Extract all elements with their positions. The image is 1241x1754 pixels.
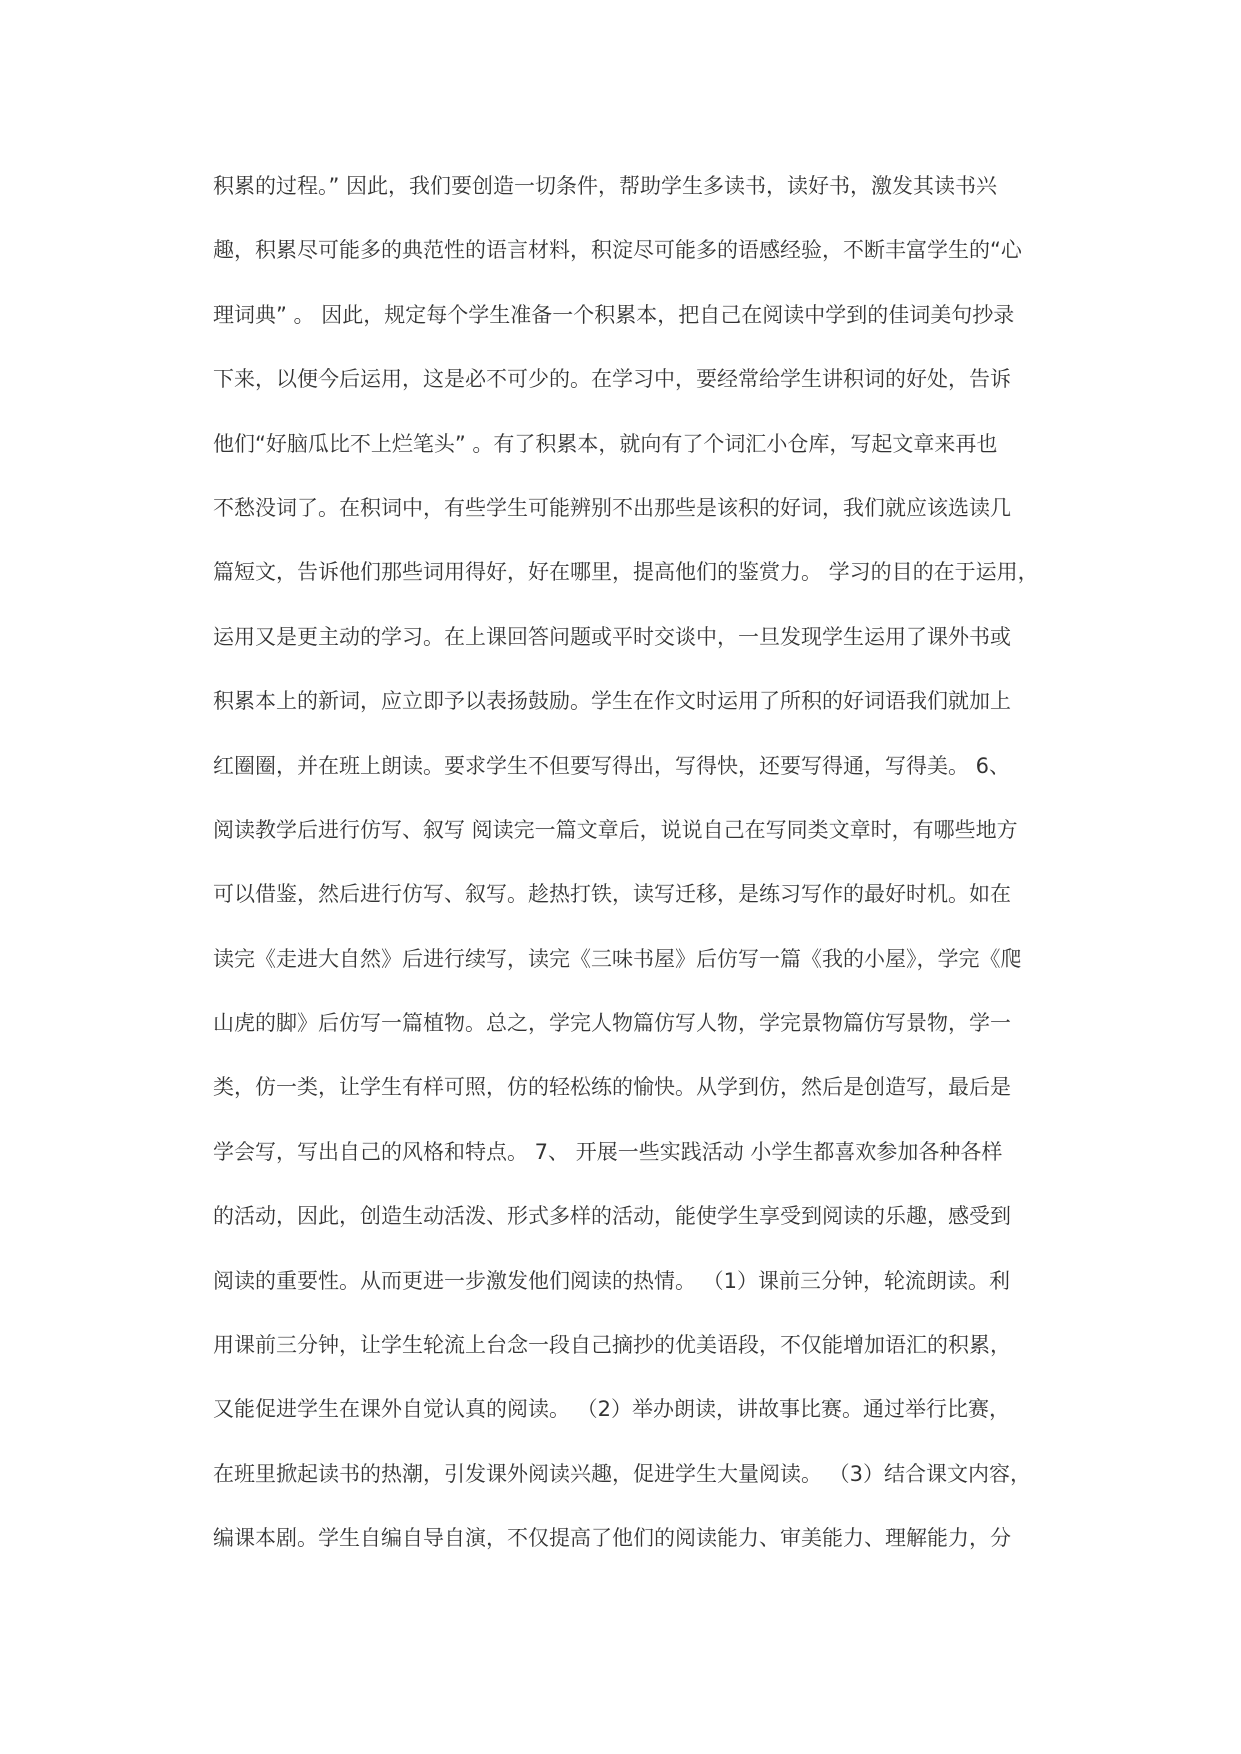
text-line: 阅读教学后进行仿写、叙写 阅读完一篇文章后，说说自己在写同类文章时，有哪些地方 [213, 817, 1018, 842]
text-line: 学会写，写出自己的风格和特点。 7、 开展一些实践活动 小学生都喜欢参加各种各样 [213, 1139, 1003, 1164]
text-line: 在班里掀起读书的热潮，引发课外阅读兴趣，促进学生大量阅读。 （3）结合课文内容， [213, 1461, 1032, 1486]
text-line: 读完《走进大自然》后进行续写，读完《三味书屋》后仿写一篇《我的小屋》，学完《爬 [213, 946, 1022, 971]
text-line: 用课前三分钟，让学生轮流上台念一段自己摘抄的优美语段，不仅能增加语汇的积累， [213, 1333, 1011, 1358]
text-line: 运用又是更主动的学习。在上课回答问题或平时交谈中，一旦发现学生运用了课外书或 [213, 624, 1011, 649]
text-line: 理词典” 。 因此，规定每个学生准备一个积累本，把自己在阅读中学到的佳词美句抄录 [213, 302, 1015, 327]
text-line: 又能促进学生在课外自觉认真的阅读。 （2）举办朗读，讲故事比赛。通过举行比赛， [213, 1397, 1011, 1422]
text-line: 他们“好脑瓜比不上烂笔头” 。有了积累本，就向有了个词汇小仓库，写起文章来再也 [213, 431, 998, 456]
text-line: 红圈圈，并在班上朗读。要求学生不但要写得出，写得快，还要写得通，写得美。 6、 [213, 753, 1011, 778]
text-line: 山虎的脚》后仿写一篇植物。总之，学完人物篇仿写人物，学完景物篇仿写景物，学一 [213, 1011, 1011, 1036]
text-line: 的活动，因此，创造生动活泼、形式多样的活动，能使学生享受到阅读的乐趣，感受到 [213, 1204, 1011, 1229]
text-line: 积累本上的新词，应立即予以表扬鼓励。学生在作文时运用了所积的好词语我们就加上 [213, 689, 1011, 714]
text-line: 篇短文，告诉他们那些词用得好，好在哪里，提高他们的鉴赏力。 学习的目的在于运用， [213, 560, 1039, 585]
text-line: 可以借鉴，然后进行仿写、叙写。趁热打铁，读写迁移，是练习写作的最好时机。如在 [213, 882, 1011, 907]
text-line: 不愁没词了。在积词中，有些学生可能辨别不出那些是该积的好词，我们就应该选读几 [213, 495, 1011, 520]
text-line: 趣，积累尽可能多的典范性的语言材料，积淀尽可能多的语感经验，不断丰富学生的“心 [213, 238, 1022, 263]
text-line: 类，仿一类，让学生有样可照，仿的轻松练的愉快。从学到仿，然后是创造写，最后是 [213, 1075, 1011, 1100]
text-line: 阅读的重要性。从而更进一步激发他们阅读的热情。 （1）课前三分钟，轮流朗读。利 [213, 1268, 1011, 1293]
text-line: 编课本剧。学生自编自导自演，不仅提高了他们的阅读能力、审美能力、理解能力，分 [213, 1526, 1011, 1551]
text-line: 下来，以便今后运用，这是必不可少的。在学习中，要经常给学生讲积词的好处，告诉 [213, 367, 1011, 392]
text-line: 积累的过程。” 因此，我们要创造一切条件，帮助学生多读书，读好书，激发其读书兴 [213, 174, 998, 198]
body-text [213, 166, 1053, 1583]
